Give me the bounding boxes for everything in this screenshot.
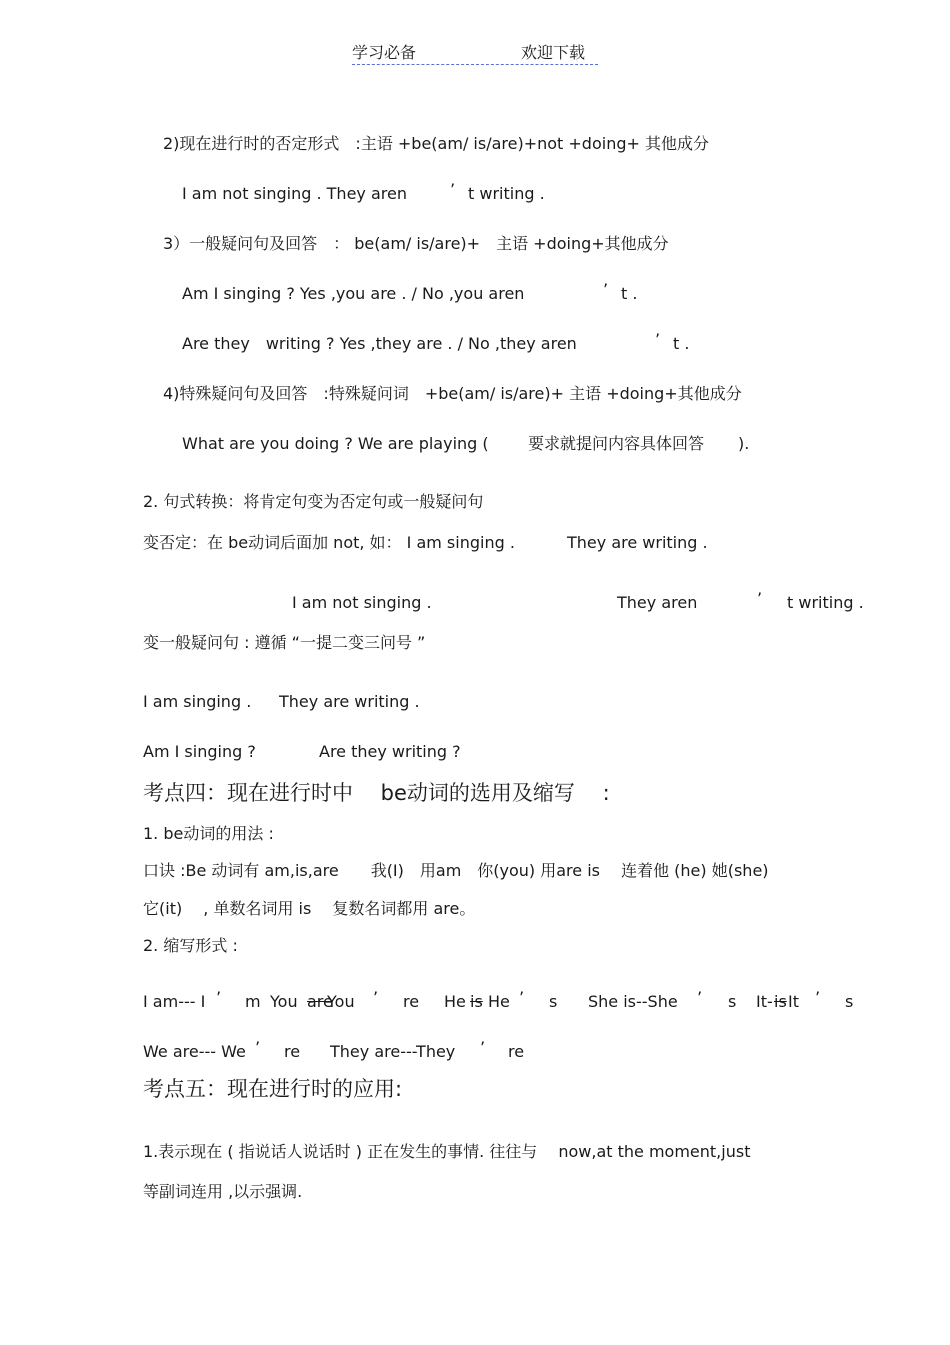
general-question-rule: 3）一般疑问句及回答 ： be(am/ is/are)+ 主语 +doing+其他成分 (163, 234, 669, 253)
contraction-row-1-seg-5: You (327, 992, 355, 1011)
contraction-row-1-seg-1: ’ (216, 988, 222, 1007)
contraction-row-1-seg-20: s (845, 992, 854, 1011)
general-question-example-2a: Are they writing ? Yes ,they are . / No ,they aren (182, 334, 577, 353)
transform-question-source-a: I am singing . (143, 692, 252, 711)
negative-rule: 2)现在进行时的否定形式 :主语 +be(am/ is/are)+not +doing+ 其他成分 (163, 134, 709, 153)
transform-question-result-b: Are they writing ? (319, 742, 461, 761)
transform-negative-rule: 变否定：在 be动词后面加 not, 如： I am singing . (143, 533, 515, 552)
negative-example-a: I am not singing . They aren (182, 184, 407, 203)
contraction-row-1-seg-2: m (245, 992, 261, 1011)
contraction-row-2-seg-3: They are---They (330, 1042, 456, 1061)
transform-title: 2. 句式转换：将肯定句变为否定句或一般疑问句 (143, 492, 484, 511)
contraction-row-1-seg-12: s (549, 992, 558, 1011)
contraction-row-1-seg-10: He (488, 992, 510, 1011)
transform-negative-result-c: t writing . (787, 593, 864, 612)
contraction-row-1-seg-13: She is--She (588, 992, 678, 1011)
contraction-row-2-seg-0: We are--- We (143, 1042, 246, 1061)
contraction-row-1-seg-19: ’ (815, 988, 821, 1007)
negative-example-b: t writing . (468, 184, 545, 203)
transform-negative-result-a: I am not singing . (292, 593, 432, 612)
special-question-example-a: What are you doing ? We are playing ( (182, 434, 489, 453)
contraction-row-1-seg-11: ’ (519, 988, 525, 1007)
contraction-row-1-seg-4: are (307, 992, 333, 1011)
negative-example-apostrophe: ’ (450, 180, 456, 199)
contraction-row-1-seg-3: You (270, 992, 298, 1011)
special-question-example-c: ). (738, 434, 750, 453)
transform-negative-source: They are writing . (567, 533, 708, 552)
contraction-row-1-seg-6: ’ (373, 988, 379, 1007)
be-mnemonic-line-1: 口诀 :Be 动词有 am,is,are 我(I) 用am 你(you) 用are is 连着他 (he) 她(she) (143, 861, 769, 880)
contraction-row-1-seg-8: He (444, 992, 466, 1011)
special-question-rule: 4)特殊疑问句及回答 :特殊疑问词 +be(am/ is/are)+ 主语 +doing+其他成分 (163, 384, 742, 403)
point4-heading: 考点四：现在进行时中 be动词的选用及缩写 : (143, 781, 610, 805)
contraction-row-1-seg-17: is (774, 992, 787, 1011)
be-usage-title: 1. be动词的用法 : (143, 824, 274, 843)
contraction-row-1-seg-15: s (728, 992, 737, 1011)
general-question-example-1-apostrophe: ’ (603, 280, 609, 299)
contraction-row-1-seg-16: It- (756, 992, 773, 1011)
transform-question-source-b: They are writing . (279, 692, 420, 711)
general-question-example-2b: t . (673, 334, 690, 353)
contraction-row-1-seg-7: re (403, 992, 420, 1011)
transform-negative-result-apostrophe: ’ (757, 589, 763, 608)
point5-heading: 考点五：现在进行时的应用: (143, 1077, 403, 1101)
contraction-row-2-seg-5: re (508, 1042, 525, 1061)
contraction-row-1-seg-0: I am--- I (143, 992, 206, 1011)
point5-usage-line-2: 等副词连用 ,以示强调. (143, 1182, 303, 1201)
header-right: 欢迎下载 (521, 43, 586, 62)
contraction-row-1-seg-9: is (470, 992, 483, 1011)
general-question-example-2-apostrophe: ’ (655, 330, 661, 349)
contraction-row-2-seg-1: ’ (255, 1038, 261, 1057)
header-left: 学习必备 (352, 43, 417, 62)
contraction-row-1-seg-18: It (788, 992, 799, 1011)
contraction-row-2-seg-2: re (284, 1042, 301, 1061)
general-question-example-1b: t . (621, 284, 638, 303)
general-question-example-1a: Am I singing ? Yes ,you are . / No ,you aren (182, 284, 525, 303)
transform-negative-result-b: They aren (617, 593, 698, 612)
contraction-row-1-seg-14: ’ (697, 988, 703, 1007)
header-divider (352, 64, 598, 65)
contraction-row-2-seg-4: ’ (480, 1038, 486, 1057)
special-question-example-b: 要求就提问内容具体回答 (528, 434, 705, 453)
contraction-title: 2. 缩写形式 : (143, 936, 238, 955)
transform-question-rule: 变一般疑问句 : 遵循 “一提二变三问号 ” (143, 633, 426, 652)
be-mnemonic-line-2: 它(it) , 单数名词用 is 复数名词都用 are。 (143, 899, 476, 918)
transform-question-result-a: Am I singing ? (143, 742, 256, 761)
point5-usage-line-1: 1.表示现在 ( 指说话人说话时 ) 正在发生的事情. 往往与 now,at the moment,just (143, 1142, 751, 1161)
